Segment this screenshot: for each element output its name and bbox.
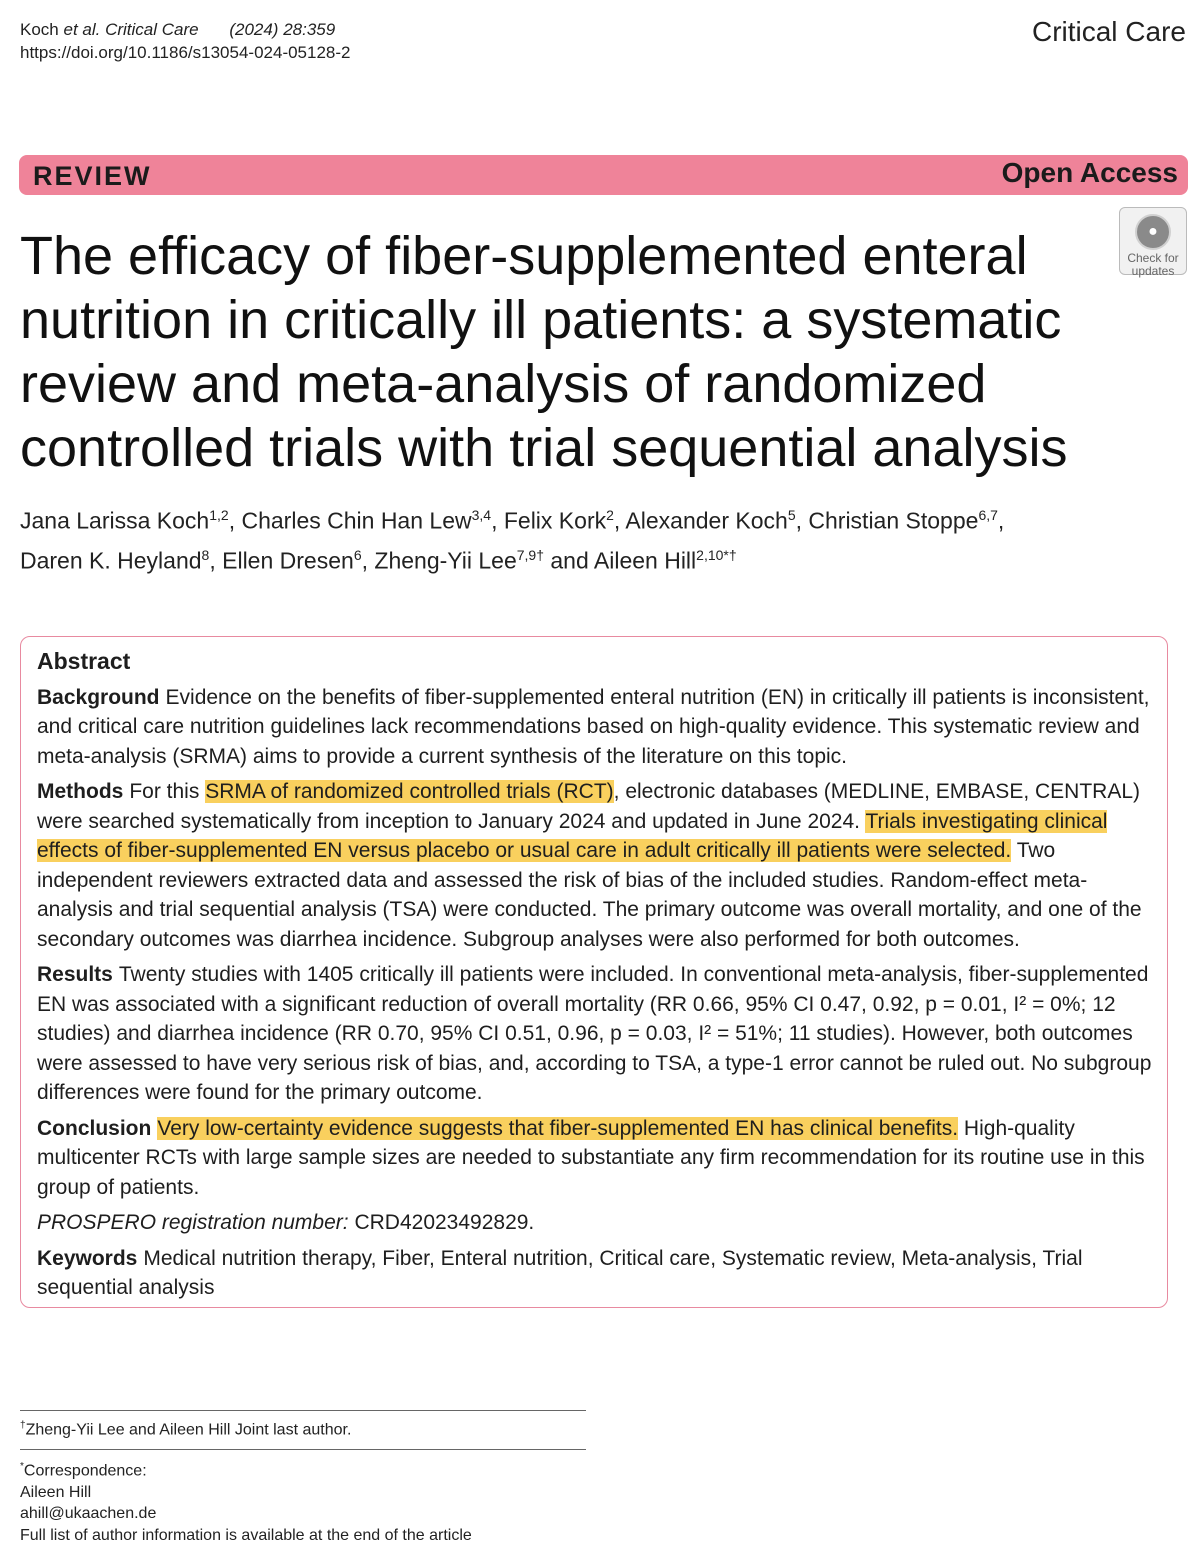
author-affiliation: 3,4 [471, 507, 492, 523]
check-for-updates-label: Check for updates [1127, 251, 1179, 278]
conclusion-label: Conclusion [37, 1116, 152, 1140]
results-text: Twenty studies with 1405 critically ill patients were included. In conventional meta-analysis, fiber-supplemented EN was associated with a significant reduction of overall mortality (RR 0.66, 95% CI 0.47, 0.92, p = 0.01, I² = 0%; 12 studies) and diarrhea incidence (RR 0.70, 95% CI 0.51, 0.96, p = 0.03, I² = 51%; 11 studies). However, both outcomes were assessed to have very serious risk of bias, and, according to TSA, a type-1 error cannot be ruled out. No subgroup differences were found for the primary outcome. [37, 963, 1152, 1104]
author-affiliation: 5 [787, 507, 796, 523]
citation-volume: (2024) 28:359 [229, 20, 336, 39]
author-separator: and [544, 547, 594, 574]
conclusion-highlight: Very low-certainty evidence suggests that fiber-supplemented EN has clinical benefits. [157, 1116, 959, 1140]
prospero-registration [37, 1208, 1157, 1238]
author-info-note: Full list of author information is available at the end of the article [20, 1526, 472, 1544]
open-access-label: Open Access [1001, 157, 1178, 188]
abstract-keywords [37, 1244, 1157, 1303]
author-list [20, 498, 1170, 577]
author-separator: , [997, 507, 1005, 534]
author-affiliation: 7,9† [516, 546, 544, 563]
results-label: Results [37, 963, 113, 986]
asterisk-mark: * [20, 1460, 24, 1472]
methods-highlight-2: Trials investigating clinical effects of fiber-supplemented EN versus placebo or usual care in adult critically ill patients were selected. [37, 809, 1108, 862]
author-affiliation: 2 [606, 507, 614, 523]
methods-label: Methods [37, 780, 124, 803]
author-separator: , [795, 507, 809, 534]
author-separator: , [613, 507, 626, 534]
author-affiliation: 1,2 [209, 507, 229, 523]
author-name: Felix Kork [503, 507, 607, 534]
author-affiliation: 2,10*† [696, 546, 737, 563]
correspondence-label: Correspondence: [23, 1462, 147, 1480]
dagger-mark: † [20, 1420, 26, 1431]
author-separator: , [491, 507, 504, 534]
background-text: Evidence on the benefits of fiber-supplemented enteral nutrition (EN) in critically ill patients is inconsistent, and critical care nutrition guidelines lack recommendations based on high-quality evidence. This systematic review and meta-analysis (SRMA) aims to provide a current synthesis of the literature on this topic. [37, 685, 1150, 768]
abstract-box [20, 636, 1168, 1308]
article-title: The efficacy of fiber-supplemented enteral nutrition in critically ill patients: a systematic review and meta-analysis of randomized controlled trials with trial sequential analysis [20, 226, 1068, 478]
author-separator: , [361, 547, 375, 574]
author-separator: , [209, 547, 223, 574]
article-type-label: REVIEW [33, 161, 152, 191]
author-name: Aileen Hill [593, 547, 697, 574]
methods-highlight-1: SRMA of randomized controlled trials (RCT) [205, 780, 614, 803]
article-type-banner [19, 155, 1188, 195]
abstract-methods [37, 777, 1157, 954]
author-affiliation: 6,7 [978, 507, 998, 523]
prospero-number: CRD42023492829. [348, 1211, 535, 1234]
methods-text-3: Two independent reviewers extracted data and assessed the risk of bias of the included studies. Random-effect meta-analysis and trial sequential analysis (TSA) were conducted. The primary outcome was overall mortality, and one of the secondary outcomes was diarrhea incidence. Subgroup analyses were also performed for both outcomes. [37, 839, 1142, 951]
bookmark-icon: ● [1135, 214, 1171, 250]
check-for-updates-button[interactable] [1119, 207, 1187, 278]
keywords-label: Keywords [37, 1246, 138, 1270]
author-affiliation: 6 [353, 546, 362, 563]
conclusion-text: High-quality multicenter RCTs with large sample sizes are needed to substantiate any firm recommendation for its routine use in this group of patients. [37, 1116, 1145, 1199]
citation-line [20, 18, 351, 41]
keywords-text: Medical nutrition therapy, Fiber, Enteral nutrition, Critical care, Systematic review, Meta-analysis, Trial sequential analysis [37, 1246, 1083, 1299]
correspondence-email[interactable]: ahill@ukaachen.de [20, 1505, 157, 1523]
running-header [20, 18, 351, 64]
abstract-background [37, 683, 1157, 772]
abstract-conclusion [37, 1114, 1157, 1203]
author-name: Christian Stoppe [808, 507, 979, 534]
author-name: Jana Larissa Koch [20, 507, 210, 534]
doi-link[interactable]: https://doi.org/10.1186/s13054-024-05128-2 [20, 43, 351, 62]
author-name: Alexander Koch [625, 507, 788, 534]
correspondence-block [20, 1450, 586, 1546]
citation-authors: Koch [20, 20, 59, 39]
background-label: Background [37, 685, 160, 709]
author-name: Daren K. Heyland [20, 547, 202, 574]
abstract-heading: Abstract [37, 648, 131, 674]
methods-text-1: For this [129, 780, 206, 803]
author-name: Ellen Dresen [222, 547, 354, 574]
author-separator: , [228, 507, 242, 534]
citation-journal: et al. Critical Care [63, 20, 199, 39]
footnotes [20, 1410, 586, 1546]
correspondence-name: Aileen Hill [20, 1483, 92, 1501]
author-name: Zheng-Yii Lee [374, 547, 517, 574]
author-affiliation: 8 [201, 546, 210, 563]
prospero-label: PROSPERO registration number: [37, 1211, 349, 1234]
methods-text-2: , electronic databases (MEDLINE, EMBASE, CENTRAL) were searched systematically from inception to January 2024 and updated in June 2024. [37, 780, 1140, 833]
journal-name: Critical Care [1031, 16, 1186, 47]
joint-author-note: †Zheng-Yii Lee and Aileen Hill Joint last author. [20, 1420, 352, 1439]
author-name: Charles Chin Han Lew [241, 507, 472, 534]
abstract-results [37, 960, 1157, 1108]
